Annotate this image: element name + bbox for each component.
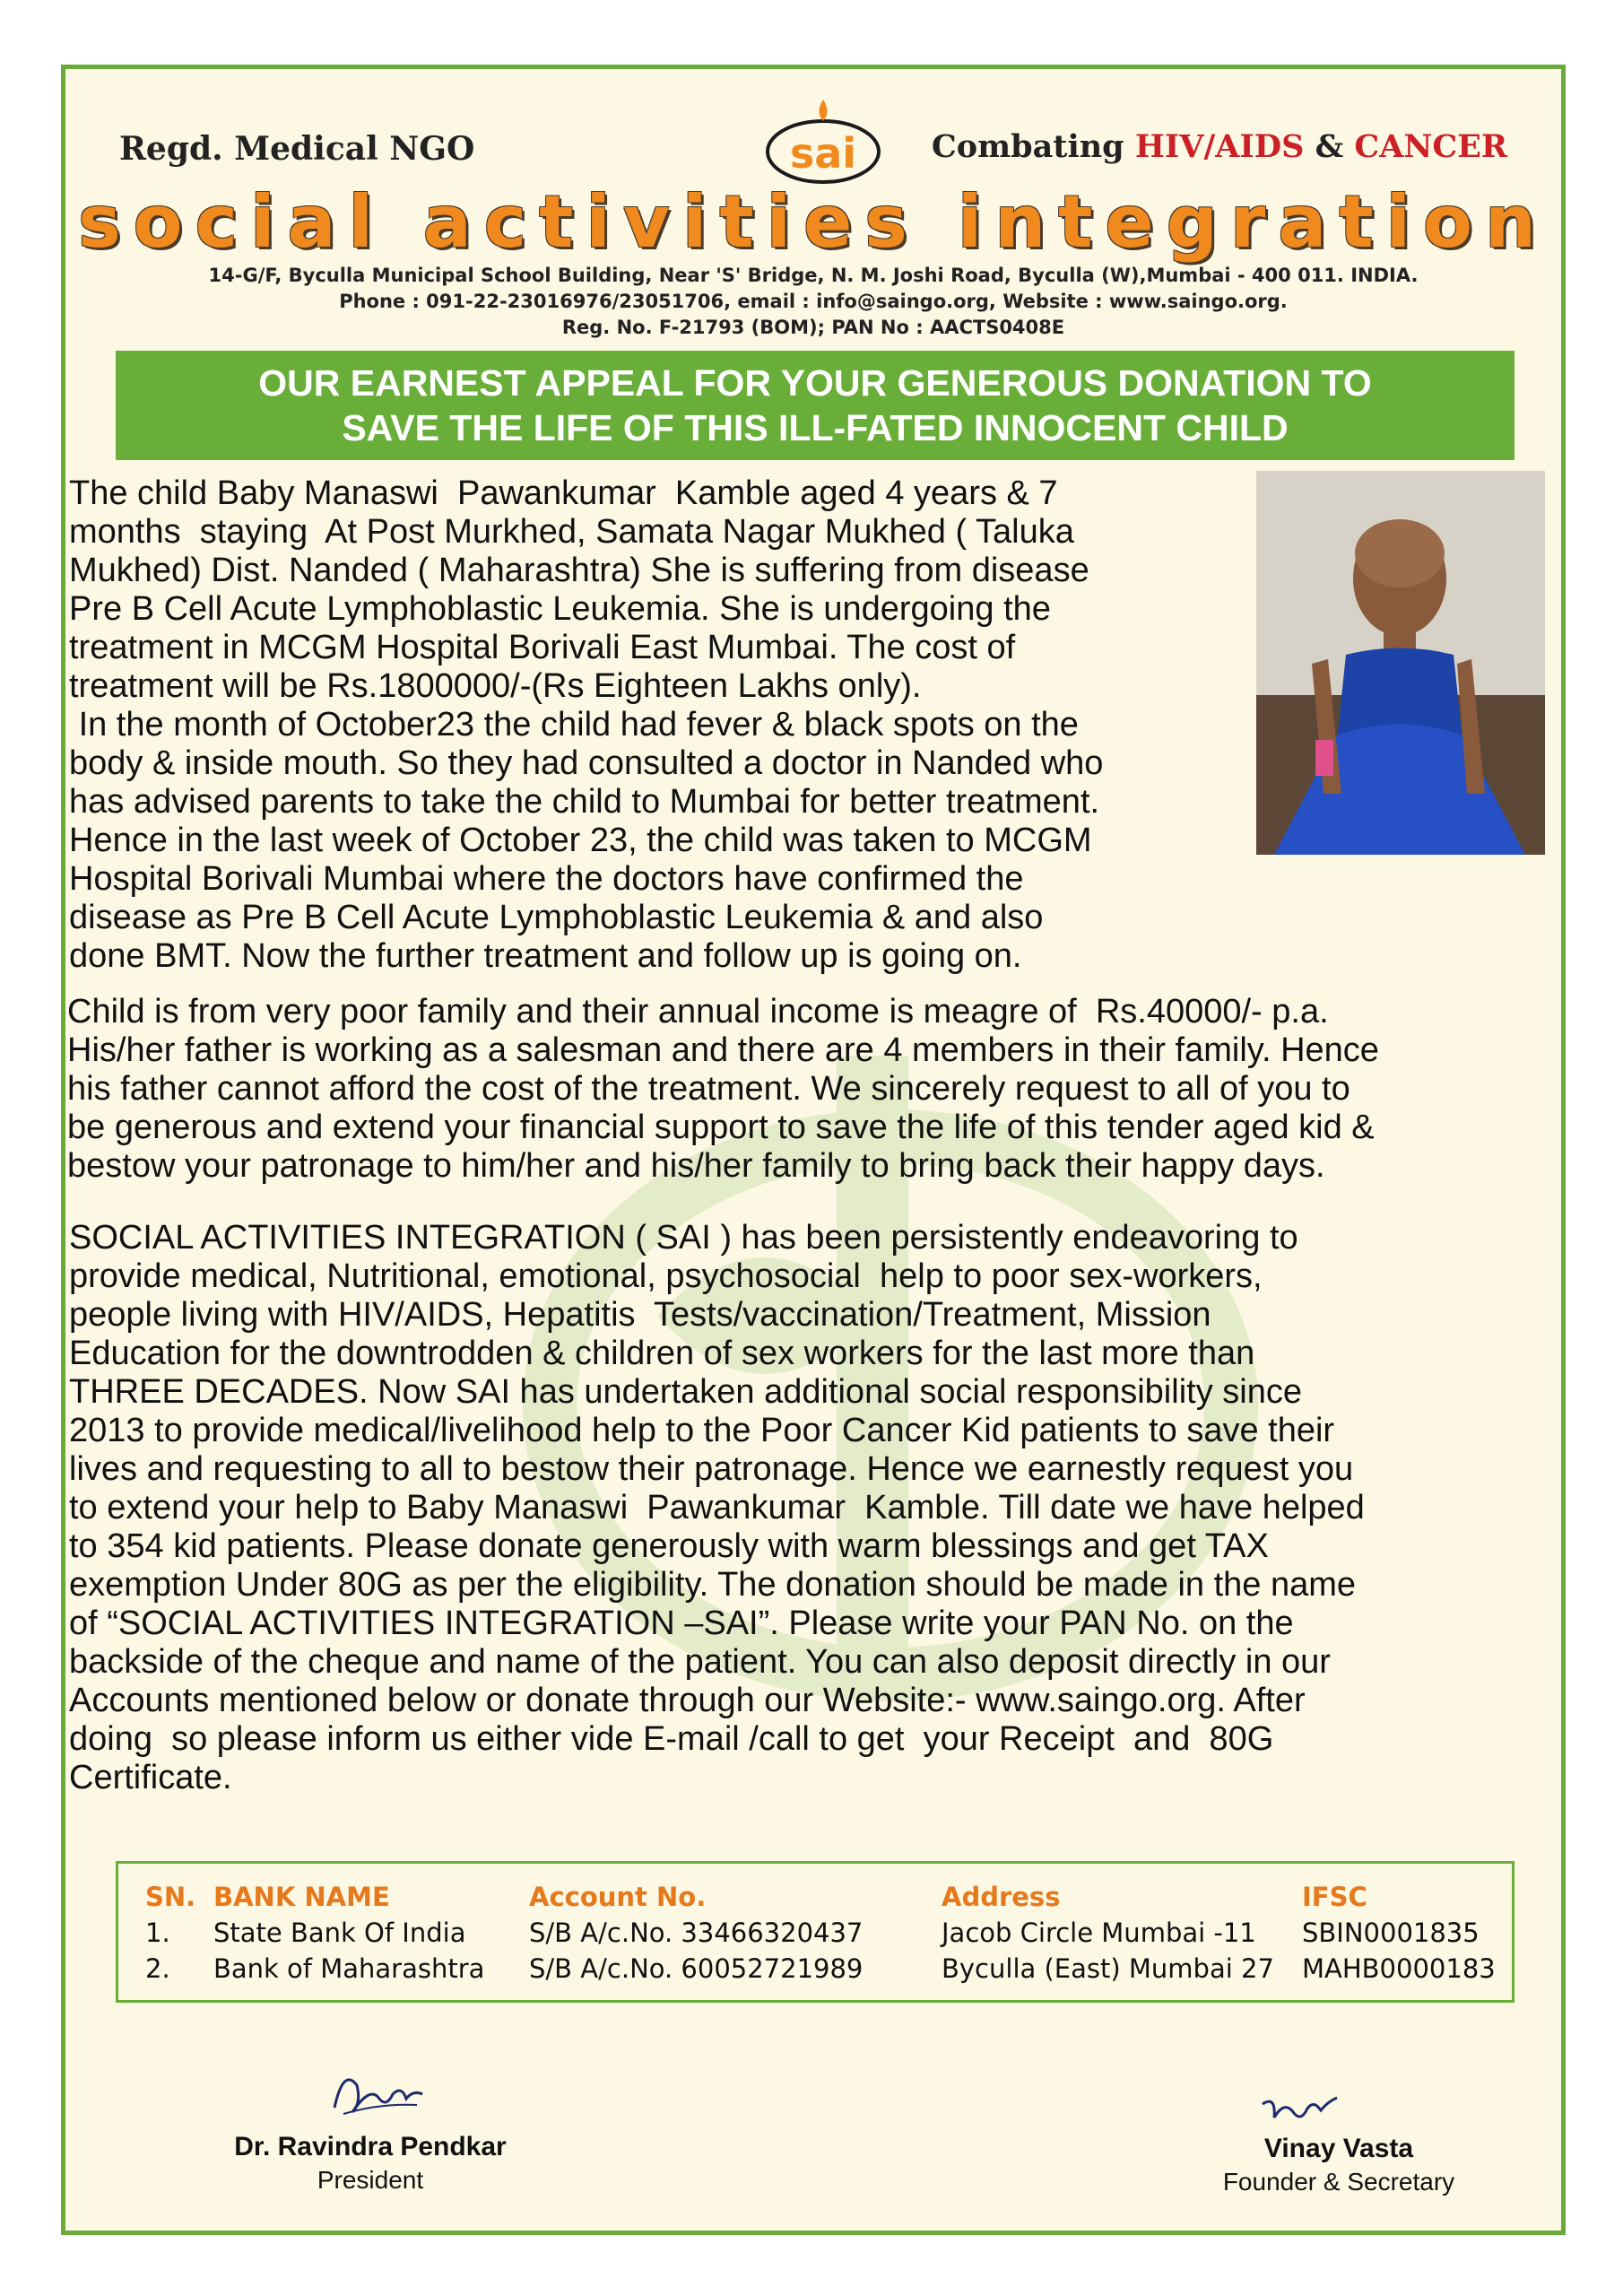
cell-ifsc: SBIN0001835	[1302, 1918, 1480, 1948]
appeal-banner	[116, 351, 1515, 460]
appeal-page	[61, 65, 1566, 2235]
secretary-role: Founder & Secretary	[1222, 2168, 1455, 2196]
sai-logo	[756, 96, 890, 186]
mission-hiv: HIV/AIDS	[1134, 128, 1305, 165]
mission-amp: &	[1304, 128, 1355, 165]
registration-label: Regd. Medical NGO	[119, 130, 475, 168]
secretary-signature	[1249, 2082, 1348, 2135]
table-row	[118, 1918, 1512, 1953]
org-name: social activities integration	[78, 180, 1549, 264]
svg-text:sai: sai	[789, 129, 857, 178]
cell-sn: 1.	[145, 1918, 170, 1948]
mission-label	[932, 128, 1507, 165]
org-address: 14-G/F, Byculla Municipal School Building, Near 'S' Bridge, N. M. Joshi Road, Byculla (W),Mumbai - 400 011. INDIA.	[208, 265, 1419, 286]
cell-bank-name: State Bank Of India	[213, 1918, 466, 1948]
banner-line-1: OUR EARNEST APPEAL FOR YOUR GENEROUS DONATION TO	[258, 362, 1372, 404]
bank-details-table	[116, 1861, 1515, 2003]
cell-account-no: S/B A/c.No. 60052721989	[529, 1953, 864, 1984]
header-ifsc: IFSC	[1302, 1882, 1367, 1912]
president-name: Dr. Ravindra Pendkar	[234, 2132, 507, 2161]
president-signature	[317, 2058, 442, 2130]
mission-cancer: CANCER	[1354, 128, 1507, 165]
president-role: President	[317, 2166, 424, 2194]
family-situation: Child is from very poor family and their annual income is meagre of Rs.40000/- p.a. His/her father is working as a salesman and there are 4 members in their family. Hence his father cannot afford the cost of the treatment. We sincerely request to all of you to be generous and extend your financial support to save the life of this tender aged kid & bestow your patronage to him/her and his/her family to bring back their happy days.	[67, 993, 1379, 1185]
header-account-no: Account No.	[529, 1882, 707, 1912]
org-registration: Reg. No. F-21793 (BOM); PAN No : AACTS0408E	[561, 317, 1065, 338]
cell-bank-name: Bank of Maharashtra	[213, 1953, 485, 1984]
organization-appeal: SOCIAL ACTIVITIES INTEGRATION ( SAI ) has been persistently endeavoring to provide medical, Nutritional, emotional, psychosocial help to poor sex-workers, people living with HIV/AIDS, Hepatitis Tests/vaccination/Treatment, Mission Education for the downtrodden & children of sex workers for the last more than THREE DECADES. Now SAI has undertaken additional social responsibility since 2013 to provide medical/livelihood help to the Poor Cancer Kid patients to save their lives and requesting to all to bestow their patronage. Hence we earnestly request you to extend your help to Baby Manaswi Pawankumar Kamble. Till date we have helped to 354 kid patients. Please donate generously with warm blessings and get TAX exemption Under 80G as per the eligibility. The donation should be made in the name of “SOCIAL ACTIVITIES INTEGRATION –SAI”. Please write your PAN No. on the backside of the cheque and name of the patient. You can also deposit directly in our Accounts mentioned below or donate through our Website:- www.saingo.org. After doing so please inform us either vide E-mail /call to get your Receipt and 80G Certificate.	[69, 1219, 1365, 1796]
cell-account-no: S/B A/c.No. 33466320437	[529, 1918, 864, 1948]
secretary-name: Vinay Vasta	[1263, 2134, 1414, 2163]
child-photo	[1256, 471, 1545, 855]
header-address: Address	[942, 1882, 1061, 1912]
table-row	[118, 1953, 1512, 1989]
cell-ifsc: MAHB0000183	[1302, 1953, 1496, 1984]
table-header-row	[118, 1882, 1512, 1918]
cell-address: Jacob Circle Mumbai -11	[942, 1918, 1256, 1948]
banner-line-2: SAVE THE LIFE OF THIS ILL-FATED INNOCENT CHILD	[342, 407, 1289, 448]
header-sn: SN.	[145, 1882, 196, 1912]
child-description: The child Baby Manaswi Pawankumar Kamble aged 4 years & 7 months staying At Post Murkhed, Samata Nagar Mukhed ( Taluka Mukhed) Dist. Nanded ( Maharashtra) She is suffering from disease Pre B Cell Acute Lymphoblastic Leukemia. She is undergoing the treatment in MCGM Hospital Borivali East Mumbai. The cost of treatment will be Rs.1800000/-(Rs Eighteen Lakhs only). In the month of October23 the child had fever & black spots on the body & inside mouth. So they had consulted a doctor in Nanded who has advised parents to take the child to Mumbai for better treatment. Hence in the last week of October 23, the child was taken to MCGM Hospital Borivali Mumbai where the doctors have confirmed the disease as Pre B Cell Acute Lymphoblastic Leukemia & and also done BMT. Now the further treatment and follow up is going on.	[69, 474, 1104, 975]
cell-sn: 2.	[145, 1953, 170, 1984]
cell-address: Byculla (East) Mumbai 27	[942, 1953, 1274, 1984]
mission-prefix: Combating	[931, 128, 1135, 165]
org-contact: Phone : 091-22-23016976/23051706, email : info@saingo.org, Website : www.saingo.org.	[339, 291, 1288, 312]
header-bank-name: BANK NAME	[213, 1882, 390, 1912]
